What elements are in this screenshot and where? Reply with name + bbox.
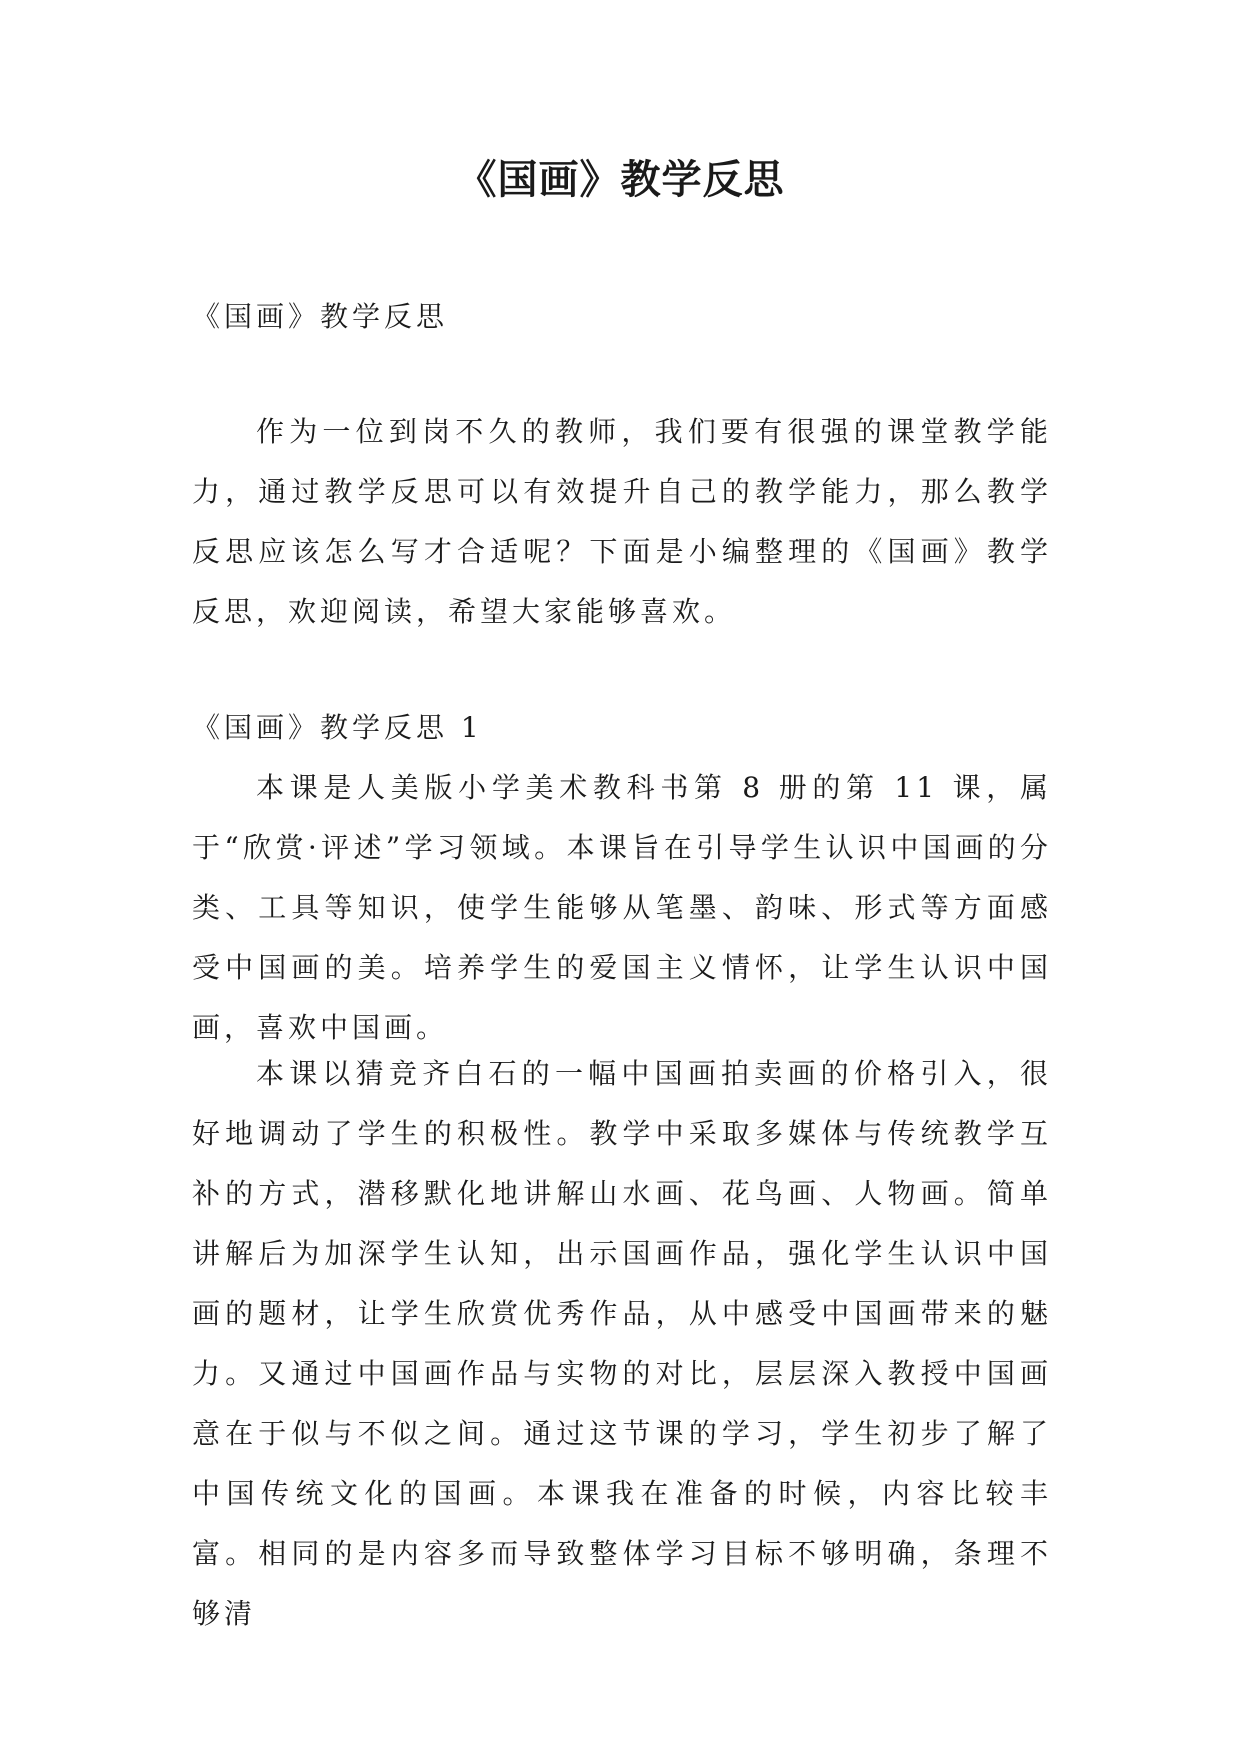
page-title: 《国画》教学反思 [456,157,785,203]
section-heading: 《国画》教学反思 1 [192,711,483,744]
body-paragraph: 本课是人美版小学美术教科书第 8 册的第 11 课，属于“欣赏·评述”学习领域。本课旨在引导学生认识中国画的分类、工具等知识，使学生能够从笔墨、韵味、形式等方面感受中国画的美。培养学生的爱国主义情怀，让学生认识中国画，喜欢中国画。 [192,771,1052,1044]
body-paragraph: 本课以猜竞齐白石的一幅中国画拍卖画的价格引入，很好地调动了学生的积极性。教学中采取多媒体与传统教学互补的方式，潜移默化地讲解山水画、花鸟画、人物画。简单讲解后为加深学生认知，出示国画作品，强化学生认识中国画的题材，让学生欣赏优秀作品，从中感受中国画带来的魅力。又通过中国画作品与实物的对比，层层深入教授中国画意在于似与不似之间。通过这节课的学习，学生初步了解了中国传统文化的国画。本课我在准备的时候，内容比较丰富。相同的是内容多而导致整体学习目标不够明确，条理不够清 [192,1057,1052,1630]
intro-paragraph: 作为一位到岗不久的教师，我们要有很强的课堂教学能力，通过教学反思可以有效提升自己的教学能力，那么教学反思应该怎么写才合适呢？下面是小编整理的《国画》教学反思，欢迎阅读，希望大家能够喜欢。 [192,415,1052,628]
document-subtitle: 《国画》教学反思 [192,300,449,333]
